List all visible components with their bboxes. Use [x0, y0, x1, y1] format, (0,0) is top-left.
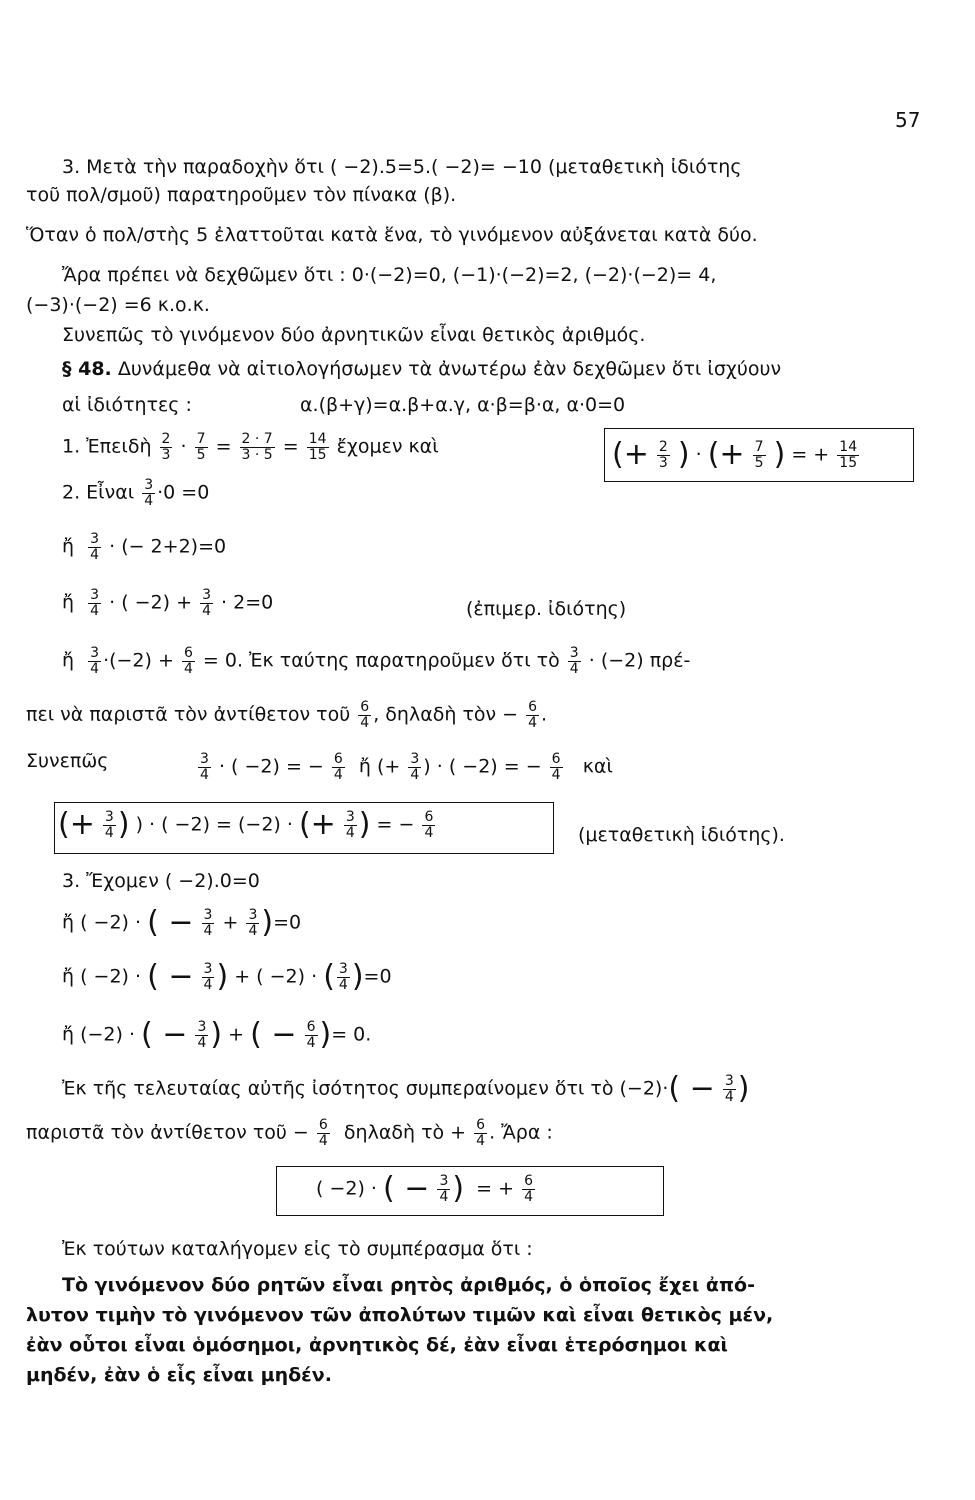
distributive-note: (ἐπιμερ. ἰδιότης) — [466, 598, 627, 620]
line-4: Ἄρα πρέπει νὰ δεχθῶμεν ὅτι : 0·(−2)=0, (−1)·(−2)=2, (−2)·(−2)= 4, — [62, 264, 717, 286]
row-t3: ἤ (−2) · ( − $\frac{3}{4}$ ) + ( − $\frac{6}{4}$ )= 0. — [62, 1017, 372, 1053]
line-1: 3. Μετὰ τὴν παραδοχὴν ὅτι ( −2).5=5.( −2)= −10 (μεταθετικὴ ἰδιότης — [62, 156, 742, 178]
row-u2: παριστᾶ τὸν ἀντίθετον τοῦ − $\frac{6}{4}$ δηλαδὴ τὸ + $\frac{6}{4}$ . Ἄρα : — [26, 1117, 553, 1149]
step-1-text: ἔχομεν καὶ — [336, 435, 439, 458]
commutative-note: (μεταθετικὴ ἰδιότης). — [578, 824, 785, 846]
properties-formula: α.(β+γ)=α.β+α.γ, α·β=β·α, α·0=0 — [300, 394, 626, 416]
line-6: Συνεπῶς τὸ γινόμενον δύο ἀρνητικῶν εἶναι θετικὸς ἀριθμός. — [62, 324, 646, 346]
fraction-two-thirds: $\frac{2}{3}$ — [161, 431, 171, 463]
boxed-result-3-content: ( −2) · ( − $\frac{3}{4}$ ) = + $\frac{6}{4}$ — [316, 1171, 534, 1207]
boxed-result-2-content: (+ $\frac{3}{4}$ ) ) · ( −2) = (−2) · (+ $\frac{3}{4}$ ) = − $\frac{6}{4}$ — [58, 807, 434, 843]
row-synepos-math: $\frac{3}{4}$ · ( −2) = − $\frac{6}{4}$ ἤ (+ $\frac{3}{4}$ ) · ( −2) = − $\frac{6}{4}$ καὶ — [200, 751, 613, 783]
boxed-result-1-content: (+ $\frac{2}{3}$ ) · (+ $\frac{7}{5}$ ) = + $\frac{14}{15}$ — [612, 437, 858, 473]
step-2-label: 2. Εἶναι — [62, 481, 135, 504]
fraction-seven-fifths: $\frac{7}{5}$ — [196, 431, 206, 463]
line-5: (−3)·(−2) =6 κ.ο.κ. — [26, 294, 210, 316]
theorem-line-1: Τὸ γινόμενον δύο ρητῶν εἶναι ρητὸς ἀριθμός, ὁ ὁποῖος ἔχει ἀπό- — [62, 1274, 755, 1296]
properties-label: αἱ ἰδιότητες : — [62, 394, 192, 416]
section-48-text: Δυνάμεθα νὰ αἰτιολογήσωμεν τὰ ἀνωτέρω ἐὰν δεχθῶμεν ὅτι ἰσχύουν — [111, 358, 782, 380]
row-t2: ἤ ( −2) · ( − $\frac{3}{4}$ ) + ( −2) · ( $\frac{3}{4}$ )=0 — [62, 959, 392, 995]
step-1-label: 1. Ἐπειδὴ — [62, 435, 152, 458]
step-2: 2. Εἶναι $\frac{3}{4}$ ·0 =0 — [62, 477, 210, 509]
row-eta-3: ἤ $\frac{3}{4}$ ·(−2) + $\frac{6}{4}$ = 0. Ἐκ ταύτης παρατηροῦμεν ὅτι τὸ $\frac{3}{4}$ · (−2) πρέ- — [62, 645, 691, 677]
page-number: 57 — [895, 108, 921, 132]
step-1: 1. Ἐπειδὴ $\frac{2}{3}$ · $\frac{7}{5}$ = $\frac{2 \cdot 7}{3 \cdot 5}$ = $\frac{14}{15}$ ἔχομεν καὶ — [62, 431, 439, 463]
row-synepos: Συνεπῶς — [26, 750, 109, 772]
theorem-line-4: μηδέν, ἐὰν ὁ εἷς εἶναι μηδέν. — [26, 1364, 332, 1386]
row-4: πει νὰ παριστᾶ τὸν ἀντίθετον τοῦ $\frac{6}{4}$ , δηλαδὴ τὸν − $\frac{6}{4}$ . — [26, 699, 548, 731]
row-u1: Ἐκ τῆς τελευταίας αὐτῆς ἰσότητος συμπεραίνομεν ὅτι τὸ (−2)·( − $\frac{3}{4}$ ) — [62, 1071, 750, 1107]
fraction-fourteen-fifteenths: $\frac{14}{15}$ — [308, 431, 327, 463]
section-mark: § 48. — [62, 358, 112, 380]
theorem-line-3: ἐὰν οὗτοι εἶναι ὁμόσημοι, ἀρνητικὸς δέ, ἐὰν εἶναι ἑτερόσημοι καὶ — [26, 1334, 728, 1356]
line-3: Ὅταν ὁ πολ/στὴς 5 ἐλαττοῦται κατὰ ἕνα, τὸ γινόμενον αὐξάνεται κατὰ δύο. — [26, 224, 758, 246]
step-3: 3. Ἔχομεν ( −2).0=0 — [62, 870, 260, 892]
conclusion-intro: Ἐκ τούτων καταλήγομεν εἰς τὸ συμπέρασμα ὅτι : — [62, 1238, 533, 1260]
line-2: τοῦ πολ/σμοῦ) παρατηροῦμεν τὸν πίνακα (β). — [26, 184, 457, 206]
theorem-line-2: λυτον τιμὴν τὸ γινόμενον τῶν ἀπολύτων τιμῶν καὶ εἶναι θετικὸς μέν, — [26, 1304, 774, 1326]
fraction-product: $\frac{2 \cdot 7}{3 \cdot 5}$ — [241, 431, 273, 463]
row-eta-1: ἤ $\frac{3}{4}$ · (− 2+2)=0 — [62, 531, 227, 563]
section-48 — [62, 360, 781, 379]
row-eta-2: ἤ $\frac{3}{4}$ · ( −2) + $\frac{3}{4}$ · 2=0 — [62, 587, 274, 619]
row-t1: ἤ ( −2) · ( − $\frac{3}{4}$ + $\frac{3}{4}$ )=0 — [62, 905, 302, 941]
